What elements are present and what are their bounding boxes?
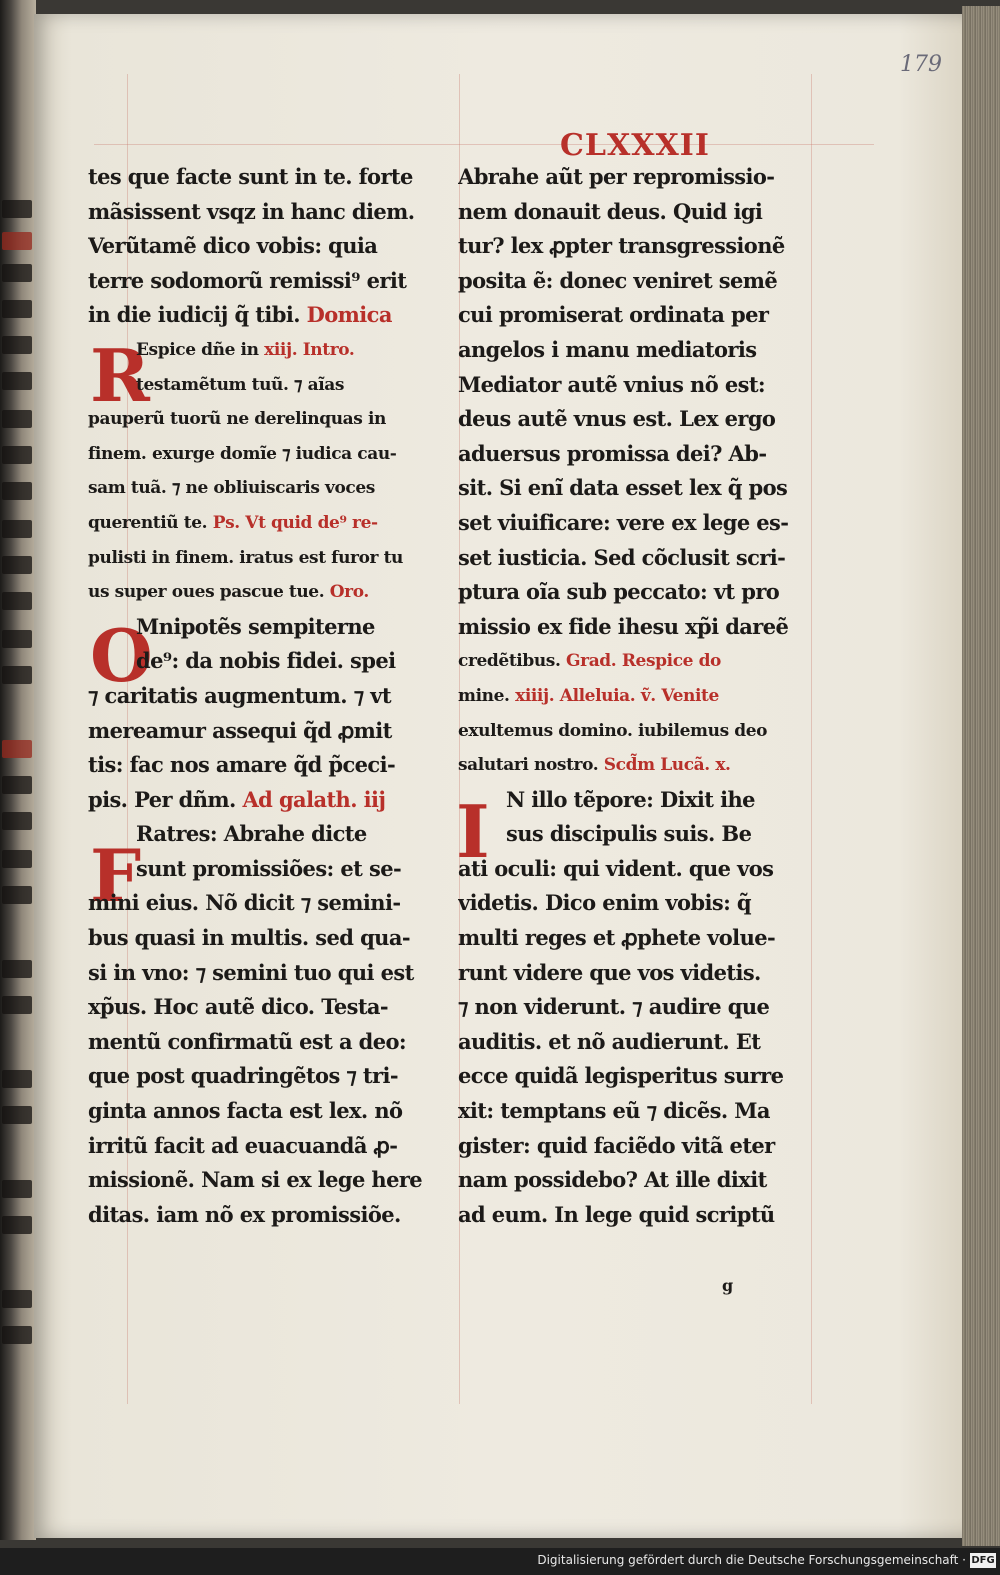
text-line	[88, 402, 433, 437]
text-line-body: pauperũ tuorũ ne derelinquas in	[88, 409, 386, 430]
previous-page-fragment	[2, 446, 32, 464]
text-line	[88, 783, 433, 818]
text-line	[88, 160, 433, 195]
text-line	[88, 644, 433, 679]
text-line	[458, 817, 788, 852]
previous-page-fragment	[2, 850, 32, 868]
text-line-body: irritũ facit ad euacuandã ꝓ-	[88, 1132, 398, 1158]
text-line	[88, 368, 433, 403]
text-line-body: missionẽ. Nam si ex lege here	[88, 1167, 423, 1193]
text-line	[88, 195, 433, 230]
text-line	[458, 714, 788, 749]
previous-page-edge	[0, 0, 36, 1540]
text-line-body: querentiũ te.	[88, 512, 208, 533]
previous-page-fragment	[2, 960, 32, 978]
text-line-body: pulisti in finem. iratus est furor tu	[88, 547, 404, 568]
text-line-body: multi reges et ꝓphete volue-	[458, 925, 776, 951]
text-line-body: Ratres: Abrahe dicte	[136, 821, 367, 847]
text-line	[458, 471, 788, 506]
text-line	[458, 783, 788, 818]
text-line	[88, 852, 433, 887]
text-line	[88, 1025, 433, 1060]
text-line	[88, 229, 433, 264]
previous-page-fragment	[2, 1216, 32, 1234]
text-line	[458, 368, 788, 403]
text-line	[458, 229, 788, 264]
text-line	[458, 956, 788, 991]
text-line	[88, 610, 433, 645]
rubric-text: Grad. Respice do	[566, 651, 721, 672]
text-line	[458, 1163, 788, 1198]
previous-page-fragment	[2, 264, 32, 282]
previous-page-fragment	[2, 886, 32, 904]
text-line-body: sunt promissiões: et se-	[136, 855, 402, 881]
text-line-body: mereamur assequi q̃d ꝓmit	[88, 717, 392, 743]
text-line-body: ati oculi: qui vident. que vos	[458, 855, 774, 881]
text-line-body: nem donauit deus. Quid igi	[458, 198, 763, 224]
text-line	[458, 298, 788, 333]
text-line	[88, 298, 433, 333]
text-line-body: ⁊ caritatis augmentum. ⁊ vt	[88, 682, 391, 708]
right-text-column	[458, 160, 788, 1232]
text-line	[458, 852, 788, 887]
catchword: g	[722, 1276, 734, 1295]
text-line	[88, 471, 433, 506]
text-line-body: bus quasi in multis. sed qua-	[88, 925, 410, 951]
text-line	[458, 748, 788, 783]
text-line-body: nam possidebo? At ille dixit	[458, 1167, 767, 1193]
previous-page-fragment	[2, 812, 32, 830]
text-line-body: aduersus promissa dei? Ab-	[458, 440, 767, 466]
rubric-text: Scd̃m Lucã. x.	[603, 755, 731, 776]
previous-page-fragment	[2, 1070, 32, 1088]
folio-number: CLXXXII	[560, 128, 710, 163]
text-line-body: mini eius. Nõ dicit ⁊ semini-	[88, 890, 401, 916]
text-line-body: de⁹: da nobis fidei. spei	[136, 648, 396, 674]
text-line-body: Mnipotẽs sempiterne	[136, 613, 375, 639]
previous-page-fragment	[2, 200, 32, 218]
ruling-line	[811, 74, 812, 1404]
text-line	[88, 506, 433, 541]
previous-page-fragment	[2, 410, 32, 428]
text-line	[88, 333, 433, 368]
text-line-body: ptura oĩa sub peccato: vt pro	[458, 579, 780, 605]
text-line	[88, 1059, 433, 1094]
text-line-body: in die iudicij q̃ tibi.	[88, 302, 300, 328]
rubric-text: Ad galath. iij	[242, 786, 386, 812]
text-line	[458, 679, 788, 714]
text-line	[458, 1094, 788, 1129]
text-line-body: posita ẽ: donec veniret semẽ	[458, 267, 778, 293]
text-line	[458, 644, 788, 679]
text-line-body: sus discipulis suis. Be	[506, 821, 752, 847]
page-stack-edge	[962, 6, 1000, 1546]
text-line-body: cui promiserat ordinata per	[458, 302, 769, 328]
text-line-body: Mediator autẽ vnius nõ est:	[458, 371, 766, 397]
text-line	[458, 506, 788, 541]
previous-page-fragment	[2, 996, 32, 1014]
text-line-body: runt videre que vos videtis.	[458, 959, 761, 985]
previous-page-fragment	[2, 740, 32, 758]
text-line-body: testamẽtum tuũ. ⁊ aĩas	[136, 374, 345, 395]
previous-page-fragment	[2, 556, 32, 574]
text-line	[88, 817, 433, 852]
text-line-body: Abrahe aũt per repromissio-	[458, 164, 775, 189]
previous-page-fragment	[2, 300, 32, 318]
initial-i: I	[456, 789, 490, 874]
left-text-column	[88, 160, 433, 1232]
text-line	[458, 1025, 788, 1060]
initial-r: R	[90, 333, 150, 418]
previous-page-fragment	[2, 666, 32, 684]
text-line-body: tis: fac nos amare q̃d p̃ceci-	[88, 752, 396, 778]
text-line-body: ⁊ non viderunt. ⁊ audire que	[458, 994, 770, 1020]
text-line-body: tes que facte sunt in te. forte	[88, 164, 413, 189]
text-line-body: sam tuã. ⁊ ne obliuiscaris voces	[88, 478, 375, 499]
text-line-body: Verũtamẽ dico vobis: quia	[88, 233, 378, 259]
text-line	[88, 1129, 433, 1164]
text-line-body: gister: quid faciẽdo vitã eter	[458, 1132, 775, 1158]
text-line	[88, 990, 433, 1025]
text-line-body: mine.	[458, 685, 510, 706]
previous-page-fragment	[2, 336, 32, 354]
text-line-body: xit: temptans eũ ⁊ dicẽs. Ma	[458, 1098, 770, 1124]
text-line-body: ditas. iam nõ ex promissiõe.	[88, 1201, 401, 1227]
text-line-body: us super oues pascue tue.	[88, 582, 325, 603]
text-line-body: pis. Per dñm.	[88, 786, 236, 812]
previous-page-fragment	[2, 1326, 32, 1344]
text-line-body: salutari nostro.	[458, 755, 599, 776]
previous-page-fragment	[2, 1106, 32, 1124]
rubric-text: Domica	[306, 302, 392, 328]
text-line	[88, 437, 433, 472]
text-line-body: set viuificare: vere ex lege es-	[458, 509, 788, 535]
text-line	[88, 575, 433, 610]
text-line	[458, 402, 788, 437]
text-line-body: missio ex fide ihesu xp̃i dareẽ	[458, 613, 788, 639]
text-line-body: finem. exurge domĩe ⁊ iudica cau-	[88, 443, 397, 464]
text-line-body: Espice dñe in	[136, 339, 259, 360]
text-line	[458, 610, 788, 645]
text-line	[88, 921, 433, 956]
text-line	[88, 1198, 433, 1233]
text-line	[88, 714, 433, 749]
text-line-body: auditis. et nõ audierunt. Et	[458, 1028, 761, 1054]
text-line	[88, 679, 433, 714]
text-line-body: angelos i manu mediatoris	[458, 336, 757, 362]
text-line-body: que post quadringẽtos ⁊ tri-	[88, 1063, 398, 1089]
text-line	[88, 886, 433, 921]
text-line	[88, 1163, 433, 1198]
text-line	[88, 1094, 433, 1129]
text-line-body: sit. Si enĩ data esset lex q̃ pos	[458, 475, 788, 501]
text-line	[458, 160, 788, 195]
text-line-body: si in vno: ⁊ semini tuo qui est	[88, 959, 414, 985]
text-line	[88, 264, 433, 299]
text-line	[88, 956, 433, 991]
pencil-folio-number: 179	[900, 52, 942, 77]
text-line	[88, 541, 433, 576]
text-line	[458, 1129, 788, 1164]
text-line-body: videtis. Dico enim vobis: q̃	[458, 890, 752, 916]
text-line-body: xp̃us. Hoc autẽ dico. Testa-	[88, 994, 389, 1020]
text-line	[458, 1059, 788, 1094]
text-line	[458, 195, 788, 230]
previous-page-fragment	[2, 372, 32, 390]
previous-page-fragment	[2, 592, 32, 610]
text-line-body: ad eum. In lege quid scriptũ	[458, 1201, 775, 1227]
previous-page-fragment	[2, 520, 32, 538]
digitization-credit: Digitalisierung gefördert durch die Deutsche Forschungsgemeinschaft ·	[537, 1553, 966, 1567]
text-line	[458, 264, 788, 299]
rubric-text: Ps. Vt quid de⁹ re-	[212, 512, 378, 533]
text-line	[458, 333, 788, 368]
text-line	[458, 990, 788, 1025]
text-line-body: deus autẽ vnus est. Lex ergo	[458, 406, 776, 432]
text-line-body: exultemus domino. iubilemus deo	[458, 720, 768, 741]
text-line-body: terre sodomorũ remissi⁹ erit	[88, 267, 407, 293]
text-line	[458, 1198, 788, 1233]
previous-page-fragment	[2, 1180, 32, 1198]
text-line-body: credẽtibus.	[458, 651, 561, 672]
previous-page-fragment	[2, 630, 32, 648]
dfg-logo: DFG	[971, 1555, 995, 1566]
previous-page-fragment	[2, 776, 32, 794]
text-line	[458, 541, 788, 576]
text-line-body: N illo tẽpore: Dixit ihe	[506, 786, 755, 812]
previous-page-fragment	[2, 482, 32, 500]
text-line-body: mentũ confirmatũ est a deo:	[88, 1028, 407, 1054]
previous-page-fragment	[2, 232, 32, 250]
text-line-body: ginta annos facta est lex. nõ	[88, 1098, 403, 1124]
text-line	[458, 921, 788, 956]
text-line-body: tur? lex ꝓpter transgressionẽ	[458, 233, 785, 259]
text-line	[458, 886, 788, 921]
text-line-body: set iusticia. Sed cõclusit scri-	[458, 544, 786, 570]
text-line-body: ecce quidã legisperitus surre	[458, 1063, 784, 1089]
rubric-text: xiiij. Alleluia. ṽ. Venite	[515, 685, 719, 706]
rubric-text: xiij. Intro.	[264, 339, 355, 360]
initial-f: F	[90, 833, 142, 918]
initial-o: O	[90, 613, 153, 698]
text-line	[88, 748, 433, 783]
ruling-line	[94, 144, 874, 145]
text-line	[458, 575, 788, 610]
rubric-text: Oro.	[329, 582, 369, 603]
text-line	[458, 437, 788, 472]
text-line-body: mãsissent vsqz in hanc diem.	[88, 198, 415, 224]
previous-page-fragment	[2, 1290, 32, 1308]
